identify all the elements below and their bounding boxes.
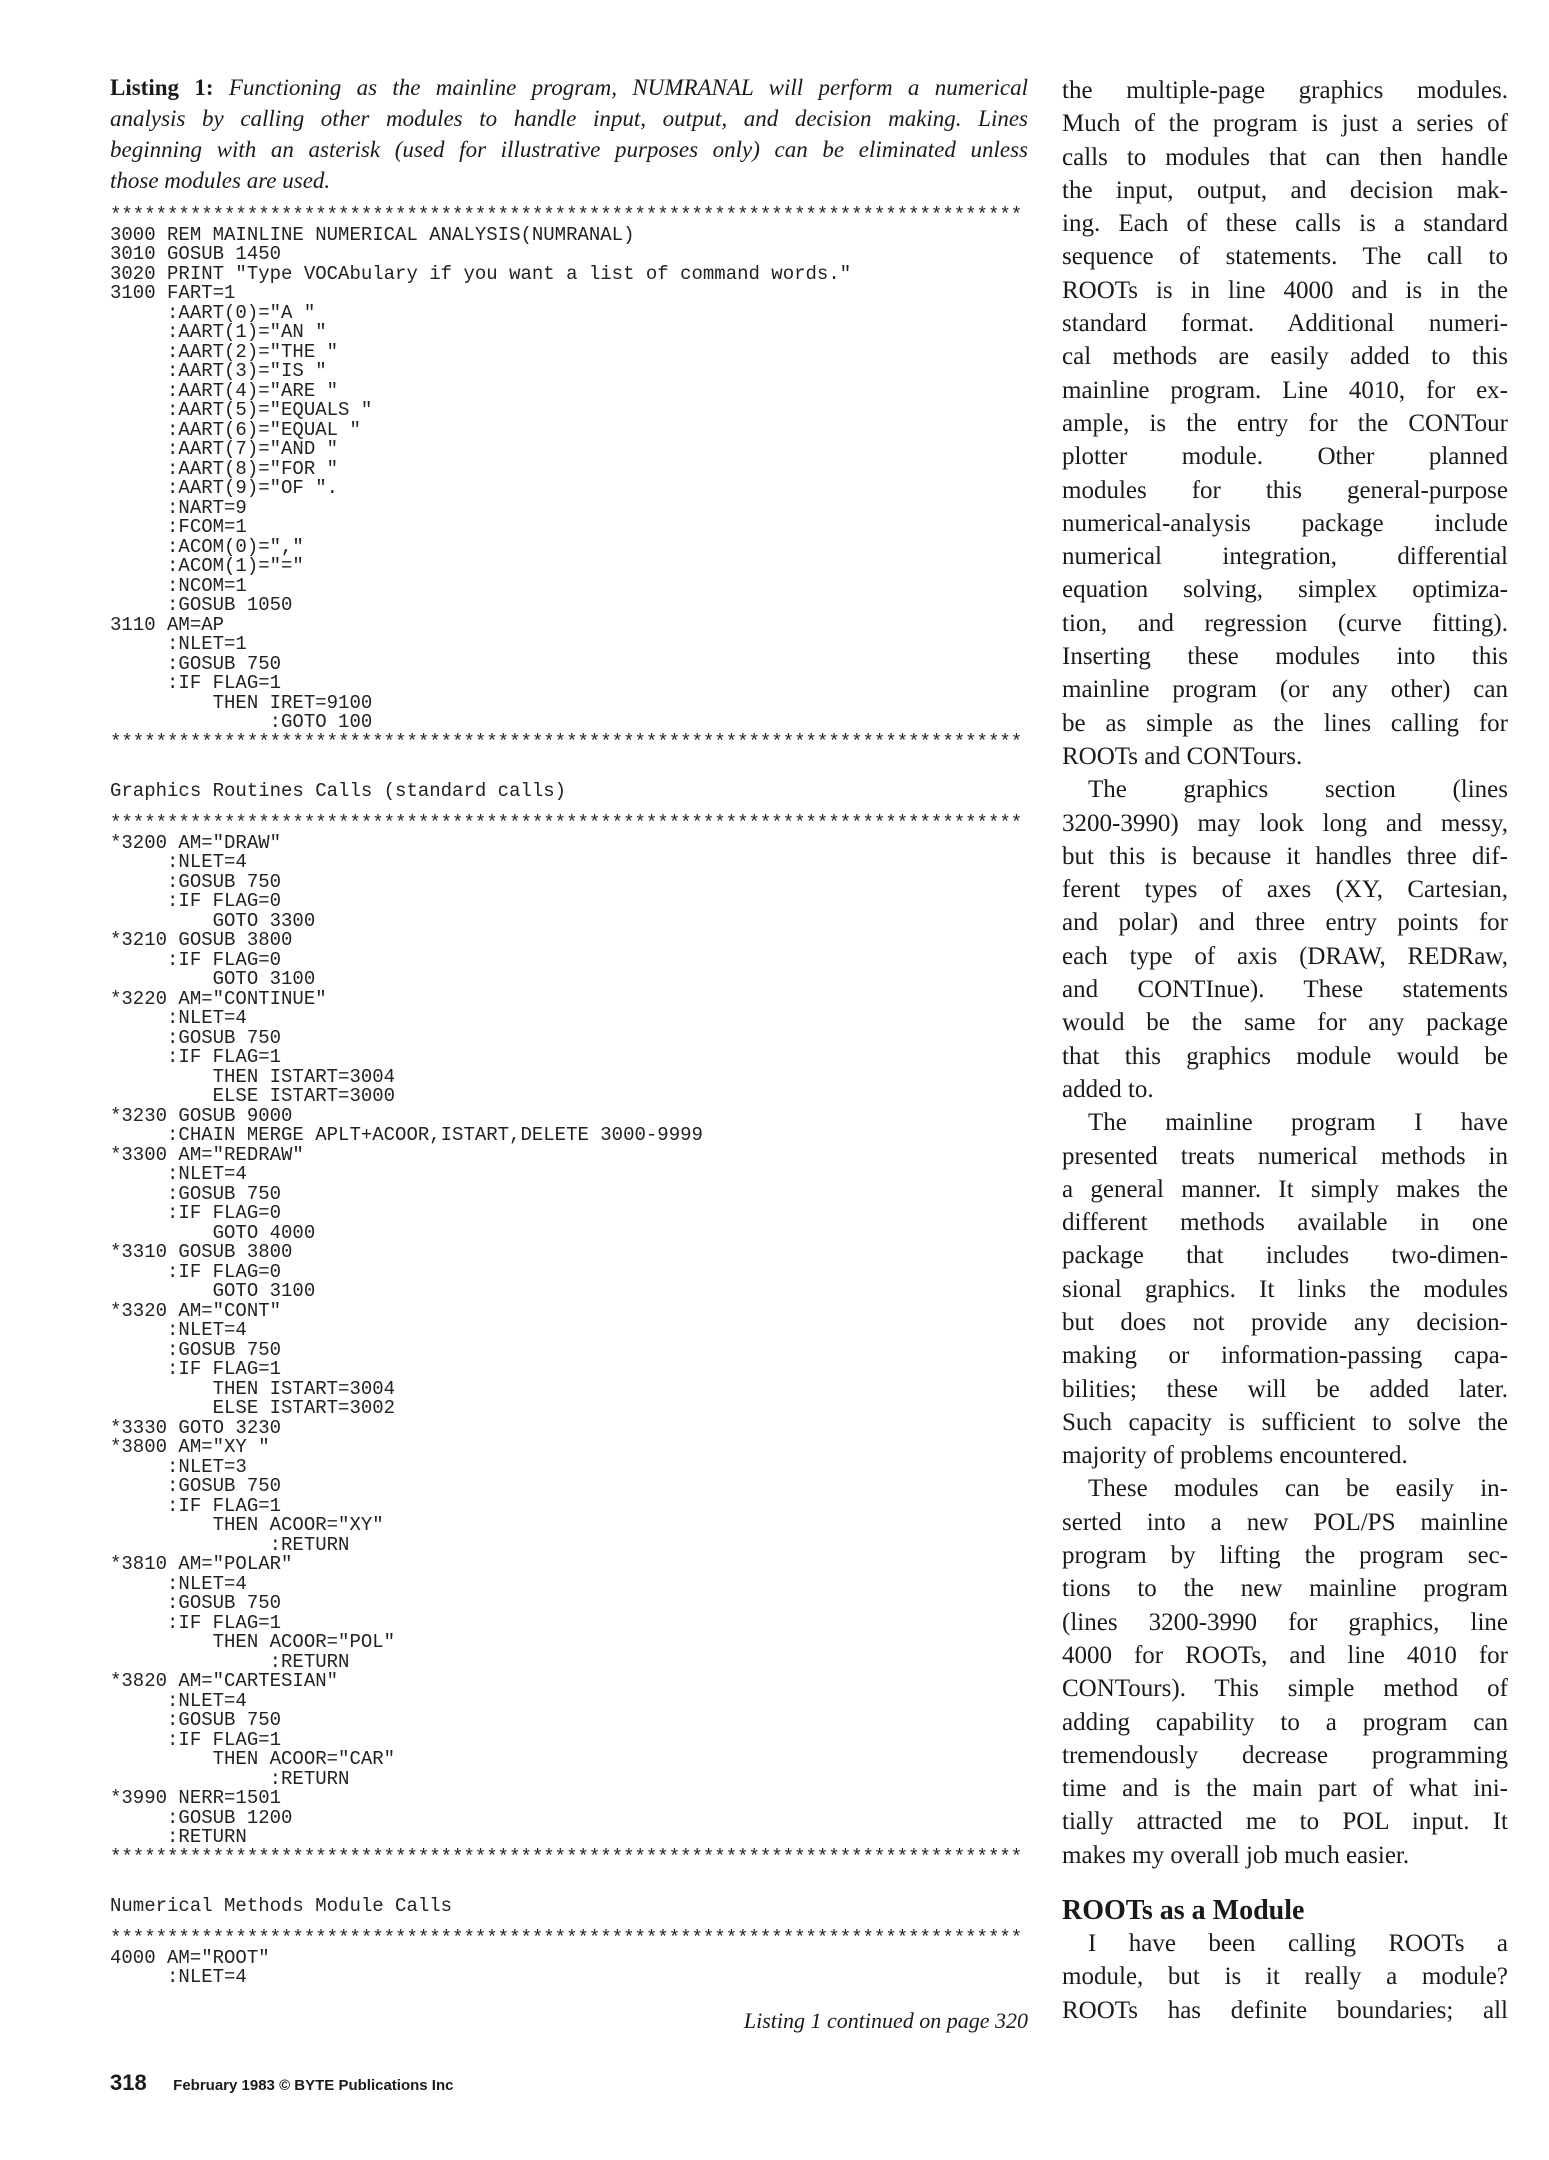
code-line: *3990 NERR=1501 bbox=[110, 1787, 282, 1809]
caption-line: beginning with an asterisk (used for illustrative purposes only) can be eliminated unless bbox=[110, 137, 1028, 162]
code-line: :FCOM=1 bbox=[110, 516, 247, 538]
paragraph-line: making or information-passing capa- bbox=[1062, 1342, 1508, 1370]
code-line: :GOSUB 750 bbox=[110, 870, 282, 893]
code-line: :ACOM(1)="=" bbox=[110, 555, 304, 577]
page-footer bbox=[110, 2070, 453, 2096]
paragraph-line: numerical-analysis package include bbox=[1062, 509, 1508, 537]
caption-line: analysis by calling other modules to handle input, output, and decision making. Lines bbox=[110, 106, 1028, 131]
code-line: :GOTO 100 bbox=[110, 711, 373, 733]
code-line: :IF FLAG=1 bbox=[110, 1728, 282, 1751]
paragraph-line: I have been calling ROOTs a bbox=[1088, 1930, 1508, 1958]
paragraph-line: The mainline program I have bbox=[1088, 1109, 1508, 1137]
code-line: *3800 AM="XY " bbox=[110, 1436, 270, 1458]
code-line: ******************************************************************************** bbox=[110, 204, 1023, 226]
code-line: :CHAIN MERGE APLT+ACOOR,ISTART,DELETE 3000-9999 bbox=[110, 1124, 703, 1146]
code-line: :AART(8)="FOR " bbox=[110, 457, 339, 480]
paragraph-line: standard format. Additional numeri- bbox=[1062, 310, 1508, 338]
code-line: :NLET=4 bbox=[110, 1966, 247, 1988]
paragraph-line: CONTours). This simple method of bbox=[1062, 1675, 1508, 1703]
code-line: *3220 AM="CONTINUE" bbox=[110, 987, 327, 1010]
code-line: :GOSUB 750 bbox=[110, 1026, 282, 1049]
paragraph-line: module, but is it really a module? bbox=[1062, 1963, 1508, 1991]
code-line: :NLET=4 bbox=[110, 1319, 247, 1341]
code-line: :AART(0)="A " bbox=[110, 301, 316, 324]
code-line: THEN ACOOR="XY" bbox=[110, 1514, 384, 1536]
paragraph-line: adding capability to a program can bbox=[1062, 1708, 1508, 1736]
paragraph-line: ing. Each of these calls is a standard bbox=[1062, 210, 1508, 238]
paragraph-line: sequence of statements. The call to bbox=[1062, 243, 1508, 271]
paragraph-line: different methods available in one bbox=[1062, 1209, 1508, 1237]
paragraph-line: 4000 for ROOTs, and line 4010 for bbox=[1062, 1641, 1508, 1669]
paragraph-line: tion, and regression (curve fitting). bbox=[1062, 609, 1508, 637]
code-line: :IF FLAG=1 bbox=[110, 1611, 282, 1634]
paragraph-line: package that includes two-dimen- bbox=[1062, 1242, 1508, 1270]
code-line: *3820 AM="CARTESIAN" bbox=[110, 1670, 339, 1692]
code-line: :GOSUB 1050 bbox=[110, 594, 293, 616]
paragraph-line: time and is the main part of what ini- bbox=[1062, 1775, 1508, 1803]
code-line: ******************************************************************************** bbox=[110, 812, 1023, 834]
code-line: THEN ACOOR="POL" bbox=[110, 1631, 396, 1653]
code-line: 3000 REM MAINLINE NUMERICAL ANALYSIS(NUMRANAL) bbox=[110, 223, 635, 246]
code-line: *3230 GOSUB 9000 bbox=[110, 1104, 293, 1127]
code-line: ELSE ISTART=3002 bbox=[110, 1397, 396, 1419]
code-line: ******************************************************************************** bbox=[110, 1845, 1023, 1868]
paragraph-line: each type of axis (DRAW, REDRaw, bbox=[1062, 942, 1508, 970]
paragraph-line: ROOTs and CONTours. bbox=[1062, 742, 1303, 770]
code-line: THEN ISTART=3004 bbox=[110, 1377, 396, 1400]
paragraph-line: Such capacity is sufficient to solve the bbox=[1062, 1408, 1508, 1436]
code-line: 4000 AM="ROOT" bbox=[110, 1946, 270, 1969]
code-line: :RETURN bbox=[110, 1826, 247, 1848]
code-line: :AART(2)="THE " bbox=[110, 340, 339, 363]
code-line: :IF FLAG=0 bbox=[110, 1260, 282, 1283]
paragraph-line: ferent types of axes (XY, Cartesian, bbox=[1062, 876, 1508, 904]
code-line: :GOSUB 1200 bbox=[110, 1806, 293, 1829]
paragraph-line: and polar) and three entry points for bbox=[1062, 909, 1508, 937]
code-line: :GOSUB 750 bbox=[110, 1709, 282, 1731]
paragraph-line: plotter module. Other planned bbox=[1062, 443, 1508, 471]
code-line: :IF FLAG=1 bbox=[110, 1046, 282, 1068]
paragraph-line: modules for this general-purpose bbox=[1062, 476, 1508, 504]
code-line: *3210 GOSUB 3800 bbox=[110, 929, 293, 951]
caption-line: Listing 1: Functioning as the mainline program, NUMRANAL will perform a numerical bbox=[110, 75, 1028, 100]
code-line: :AART(3)="IS " bbox=[110, 360, 327, 382]
code-line: :AART(6)="EQUAL " bbox=[110, 418, 361, 441]
section-label-numerical: Numerical Methods Module Calls bbox=[110, 1895, 453, 1917]
code-line: :GOSUB 750 bbox=[110, 1475, 282, 1497]
code-line: :AART(1)="AN " bbox=[110, 321, 327, 343]
paragraph-line: that this graphics module would be bbox=[1062, 1042, 1508, 1070]
paragraph-line: the multiple-page graphics modules. bbox=[1062, 77, 1508, 104]
code-line: :NLET=4 bbox=[110, 1007, 247, 1029]
code-line: :GOSUB 750 bbox=[110, 652, 282, 675]
code-line: THEN ACOOR="CAR" bbox=[110, 1748, 396, 1770]
code-line: 3010 GOSUB 1450 bbox=[110, 243, 282, 265]
paragraph-line: numerical integration, differential bbox=[1062, 543, 1508, 571]
code-line: 3110 AM=AP bbox=[110, 613, 225, 636]
paragraph-line: (lines 3200-3990 for graphics, line bbox=[1062, 1608, 1508, 1636]
paragraph-line: but this is because it handles three dif- bbox=[1062, 842, 1508, 870]
section-heading: ROOTs as a Module bbox=[1062, 1895, 1305, 1927]
paragraph-line: cal methods are easily added to this bbox=[1062, 343, 1508, 371]
paragraph-line: bilities; these will be added later. bbox=[1062, 1375, 1508, 1403]
code-line: :IF FLAG=0 bbox=[110, 1202, 282, 1224]
code-line: GOTO 4000 bbox=[110, 1221, 316, 1244]
code-line: :IF FLAG=1 bbox=[110, 1358, 282, 1380]
paragraph-line: program by lifting the program sec- bbox=[1062, 1542, 1508, 1570]
paragraph-line: presented treats numerical methods in bbox=[1062, 1142, 1508, 1170]
publication-line: February 1983 © BYTE Publications Inc bbox=[173, 2077, 454, 2094]
code-line: GOTO 3300 bbox=[110, 909, 316, 932]
code-line: :NART=9 bbox=[110, 496, 247, 519]
article-column bbox=[1062, 74, 1508, 2027]
code-line: :NCOM=1 bbox=[110, 574, 247, 597]
caption-label: Listing 1: bbox=[110, 75, 214, 100]
code-line: :NLET=4 bbox=[110, 1163, 247, 1185]
code-line: :RETURN bbox=[110, 1650, 350, 1673]
paragraph-line: be as simple as the lines calling for bbox=[1062, 709, 1508, 737]
code-line: ******************************************************************************** bbox=[110, 1927, 1023, 1949]
listing-continued-note: Listing 1 continued on page 320 bbox=[743, 2008, 1028, 2033]
code-line: :RETURN bbox=[110, 1767, 350, 1790]
paragraph-line: sional graphics. It links the modules bbox=[1062, 1275, 1508, 1303]
paragraph-line: tially attracted me to POL input. It bbox=[1062, 1808, 1508, 1836]
code-line: :AART(7)="AND " bbox=[110, 438, 339, 460]
code-line: ELSE ISTART=3000 bbox=[110, 1085, 396, 1107]
code-line: :NLET=4 bbox=[110, 1572, 247, 1595]
code-line: :AART(4)="ARE " bbox=[110, 379, 339, 402]
code-line: :GOSUB 750 bbox=[110, 1182, 282, 1205]
paragraph-line: but does not provide any decision- bbox=[1062, 1308, 1508, 1336]
paragraph-line: ROOTs is in line 4000 and is in the bbox=[1062, 276, 1508, 304]
code-line: *3330 GOTO 3230 bbox=[110, 1416, 282, 1439]
code-line: GOTO 3100 bbox=[110, 968, 316, 990]
caption-line: those modules are used. bbox=[110, 168, 331, 193]
code-line: *3300 AM="REDRAW" bbox=[110, 1143, 304, 1166]
code-line: *3200 AM="DRAW" bbox=[110, 831, 282, 854]
code-line: :IF FLAG=1 bbox=[110, 1494, 282, 1517]
paragraph-line: These modules can be easily in- bbox=[1088, 1475, 1508, 1503]
code-line: :GOSUB 750 bbox=[110, 1338, 282, 1361]
section-label-graphics: Graphics Routines Calls (standard calls) bbox=[110, 780, 567, 802]
paragraph-line: equation solving, simplex optimiza- bbox=[1062, 576, 1508, 604]
code-line: THEN ISTART=3004 bbox=[110, 1065, 396, 1088]
code-line: :NLET=4 bbox=[110, 851, 247, 873]
code-line: *3320 AM="CONT" bbox=[110, 1299, 282, 1322]
code-line: *3310 GOSUB 3800 bbox=[110, 1241, 293, 1263]
paragraph-line: tremendously decrease programming bbox=[1062, 1741, 1508, 1769]
paragraph-line: calls to modules that can then handle bbox=[1062, 143, 1508, 171]
paragraph-line: majority of problems encountered. bbox=[1062, 1442, 1408, 1470]
paragraph-line: tions to the new mainline program bbox=[1062, 1575, 1508, 1603]
page-number: 318 bbox=[110, 2070, 147, 2095]
code-line: *3810 AM="POLAR" bbox=[110, 1553, 293, 1575]
code-line: :NLET=1 bbox=[110, 633, 247, 655]
paragraph-line: 3200-3990) may look long and messy, bbox=[1062, 809, 1508, 837]
code-line: ******************************************************************************** bbox=[110, 730, 1023, 753]
paragraph-line: The graphics section (lines bbox=[1088, 776, 1508, 804]
listing-caption bbox=[110, 72, 1028, 196]
paragraph-line: ROOTs has definite boundaries; all bbox=[1062, 1996, 1508, 2024]
paragraph-line: a general manner. It simply makes the bbox=[1062, 1175, 1508, 1203]
code-line: 3100 FART=1 bbox=[110, 282, 236, 304]
code-line: :IF FLAG=1 bbox=[110, 672, 282, 694]
paragraph-line: Inserting these modules into this bbox=[1062, 643, 1508, 671]
paragraph-line: ample, is the entry for the CONTour bbox=[1062, 409, 1508, 437]
paragraph-line: added to. bbox=[1062, 1075, 1154, 1103]
paragraph-line: mainline program (or any other) can bbox=[1062, 676, 1508, 704]
code-listing bbox=[110, 206, 1040, 1988]
paragraph-line: would be the same for any package bbox=[1062, 1009, 1508, 1037]
code-line: :IF FLAG=0 bbox=[110, 890, 282, 912]
code-line: :NLET=3 bbox=[110, 1455, 247, 1478]
code-line: THEN IRET=9100 bbox=[110, 691, 373, 714]
code-line: :GOSUB 750 bbox=[110, 1592, 282, 1614]
code-line: :NLET=4 bbox=[110, 1689, 247, 1712]
code-line: :ACOM(0)="," bbox=[110, 535, 304, 558]
paragraph-line: Much of the program is just a series of bbox=[1062, 110, 1508, 138]
code-line: 3020 PRINT "Type VOCAbulary if you want a list of command words." bbox=[110, 262, 852, 285]
paragraph-line: the input, output, and decision mak- bbox=[1062, 176, 1508, 204]
code-line: :AART(5)="EQUALS " bbox=[110, 399, 373, 421]
code-line: :RETURN bbox=[110, 1533, 350, 1556]
code-line: :AART(9)="OF ". bbox=[110, 477, 339, 499]
code-line: :IF FLAG=0 bbox=[110, 948, 282, 971]
paragraph-line: serted into a new POL/PS mainline bbox=[1062, 1508, 1508, 1536]
paragraph-line: makes my overall job much easier. bbox=[1062, 1841, 1410, 1869]
code-line: GOTO 3100 bbox=[110, 1280, 316, 1302]
paragraph-line: mainline program. Line 4010, for ex- bbox=[1062, 376, 1508, 404]
paragraph-line: and CONTInue). These statements bbox=[1062, 976, 1508, 1004]
